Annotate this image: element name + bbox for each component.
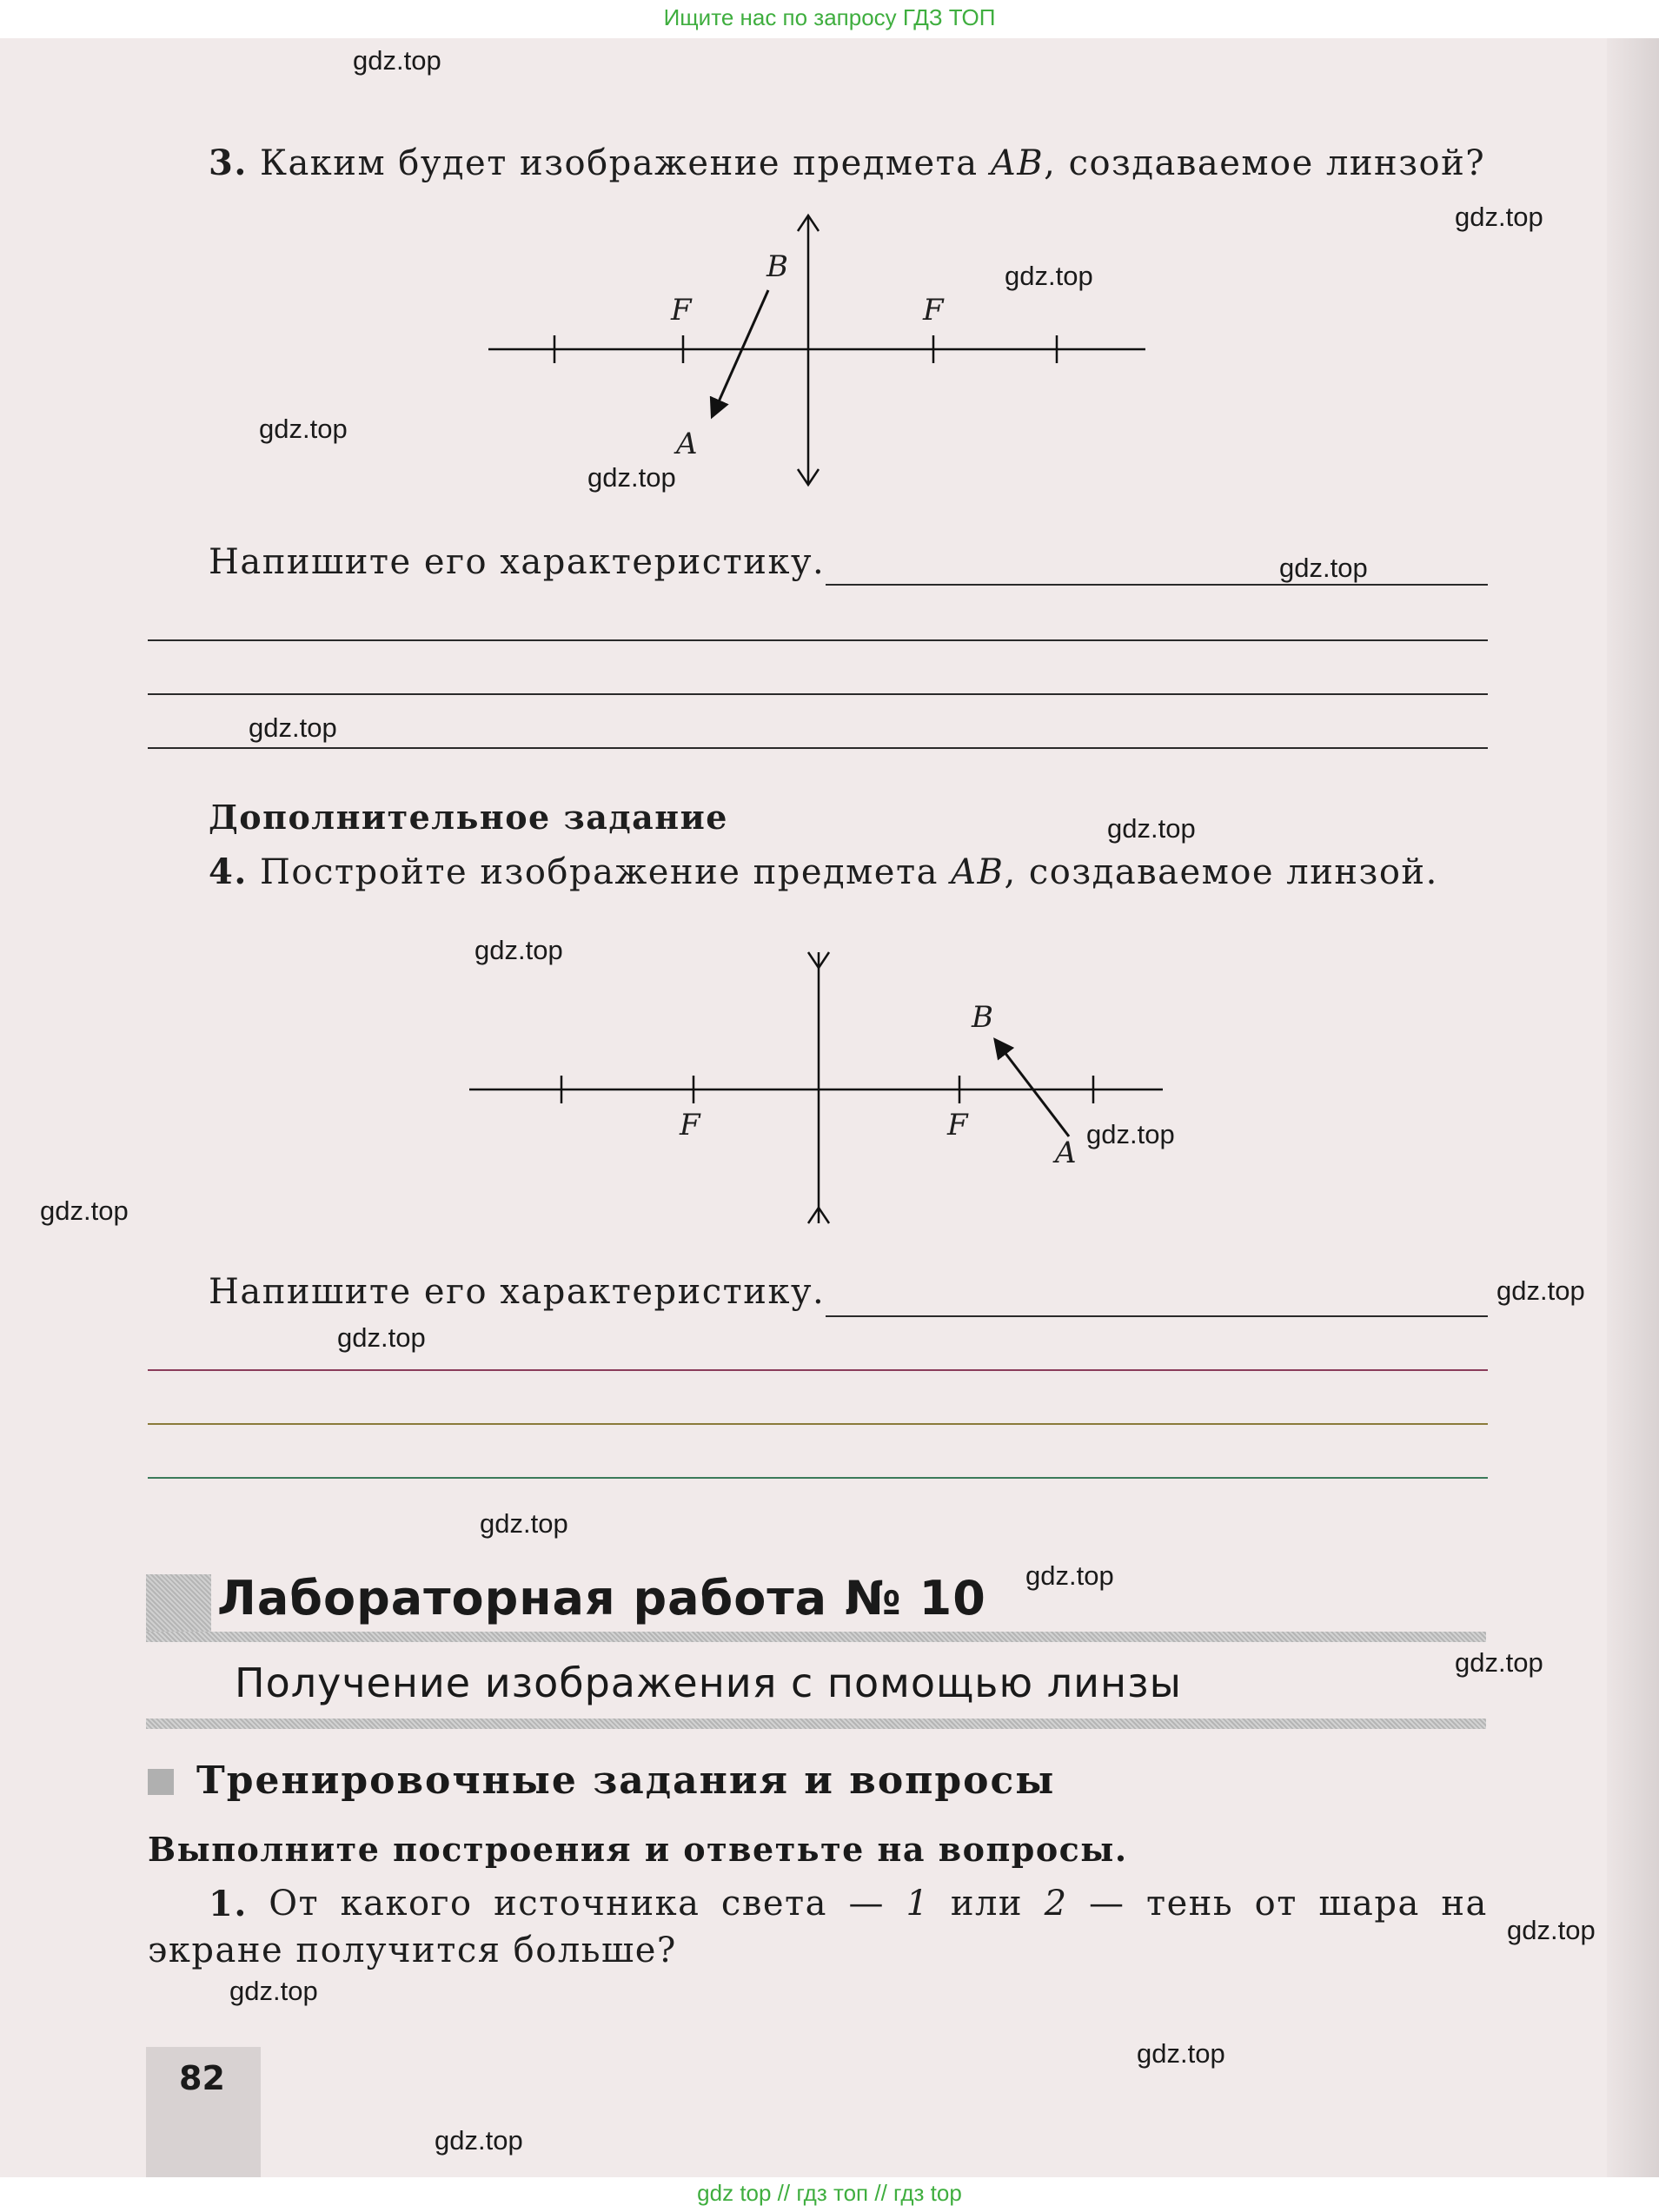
task4-prompt: Напишите его характеристику. (209, 1272, 826, 1312)
task4-label-f-left: F (680, 1108, 700, 1142)
q1-word: какого (340, 1884, 473, 1924)
watermark: gdz.top (1005, 261, 1093, 291)
watermark: gdz.top (249, 712, 337, 743)
task3-number: 3. (209, 142, 248, 183)
watermark: gdz.top (40, 1195, 129, 1226)
q1-word: света (720, 1884, 827, 1924)
task3-answer-line-2[interactable] (148, 639, 1488, 641)
task4-label-b: B (972, 1000, 993, 1035)
q1-word-source-1: 1 (906, 1884, 930, 1924)
lab-instruction: Выполните построения и ответьте на вопросы. (148, 1830, 1128, 1869)
watermark: gdz.top (1025, 1560, 1114, 1591)
q1-word: источника (494, 1884, 700, 1924)
task4-label-f-right: F (947, 1108, 968, 1142)
watermark: gdz.top (1086, 1119, 1175, 1149)
bottom-banner[interactable]: gdz top // гдз топ // гдз top (0, 2177, 1659, 2212)
q1-word: шара (1318, 1884, 1420, 1924)
task3-text-before: Каким будет изображение предмета (259, 143, 979, 183)
task4-text-before: Постройте изображение предмета (259, 852, 939, 892)
lab-subtitle: Получение изображения с помощью линзы (235, 1659, 1182, 1706)
section-square-marker (148, 1769, 174, 1795)
task3-text-after: , создаваемое линзой? (1044, 143, 1486, 183)
task3-answer-line-1[interactable] (826, 584, 1488, 586)
task4-answer-line-2[interactable] (148, 1369, 1488, 1371)
watermark: gdz.top (353, 45, 441, 76)
task4-object: AB (951, 852, 1005, 892)
watermark: gdz.top (229, 1976, 318, 2006)
watermark: gdz.top (337, 1322, 426, 1353)
lab-question-1-line-1 (209, 1884, 1488, 1924)
task3-prompt: Напишите его характеристику. (209, 542, 826, 582)
task4-text-after: , создаваемое линзой. (1004, 852, 1438, 892)
watermark: gdz.top (1137, 2038, 1225, 2069)
q1-number: 1. (209, 1884, 248, 1924)
top-banner[interactable]: Ищите нас по запросу ГДЗ ТОП (0, 0, 1659, 38)
q1-word: — (1088, 1884, 1125, 1924)
lab-title: Лабораторная работа № 10 (217, 1571, 986, 1626)
lab-header-block (146, 1574, 211, 1639)
page-number: 82 (179, 2059, 225, 2097)
watermark: gdz.top (587, 462, 676, 493)
section-title: Тренировочные задания и вопросы (196, 1758, 1056, 1803)
watermark: gdz.top (1455, 202, 1543, 232)
watermark: gdz.top (1455, 1647, 1543, 1678)
task3-answer-line-3[interactable] (148, 693, 1488, 695)
task3-answer-line-4[interactable] (148, 747, 1488, 749)
watermark: gdz.top (259, 414, 348, 444)
watermark: gdz.top (1107, 813, 1196, 844)
task3-object-arrow (713, 290, 768, 415)
watermark: gdz.top (435, 2125, 523, 2156)
task4-answer-line-1[interactable] (826, 1315, 1488, 1317)
task3-label-f-left: F (671, 293, 692, 328)
q1-word: от (1254, 1884, 1297, 1924)
task4-answer-line-3[interactable] (148, 1423, 1488, 1425)
q1-word: — (848, 1884, 885, 1924)
q1-word: тень (1145, 1884, 1234, 1924)
watermark: gdz.top (1507, 1915, 1596, 1945)
task4-label-a: A (1055, 1136, 1077, 1170)
q1-word: От (269, 1884, 320, 1924)
lab-header-bar-bottom (146, 1719, 1486, 1729)
lab-question-1-line-2: экране получится больше? (148, 1931, 677, 1970)
task4-number: 4. (209, 851, 248, 892)
task3-label-b: B (766, 249, 788, 284)
task3-label-f-right: F (923, 293, 944, 328)
extra-task-heading: Дополнительное задание (209, 798, 728, 837)
lab-header-bar-top (146, 1632, 1486, 1642)
watermark: gdz.top (474, 935, 563, 965)
watermark: gdz.top (480, 1508, 568, 1539)
q1-word: на (1441, 1884, 1488, 1924)
task3-label-a: A (676, 427, 698, 461)
watermark: gdz.top (1279, 553, 1368, 583)
watermark: gdz.top (1496, 1275, 1585, 1306)
q1-word-source-2: 2 (1044, 1884, 1068, 1924)
task4-question (209, 851, 1438, 892)
task4-answer-line-4[interactable] (148, 1477, 1488, 1479)
q1-word: или (950, 1884, 1024, 1924)
task3-object: AB (990, 143, 1045, 183)
